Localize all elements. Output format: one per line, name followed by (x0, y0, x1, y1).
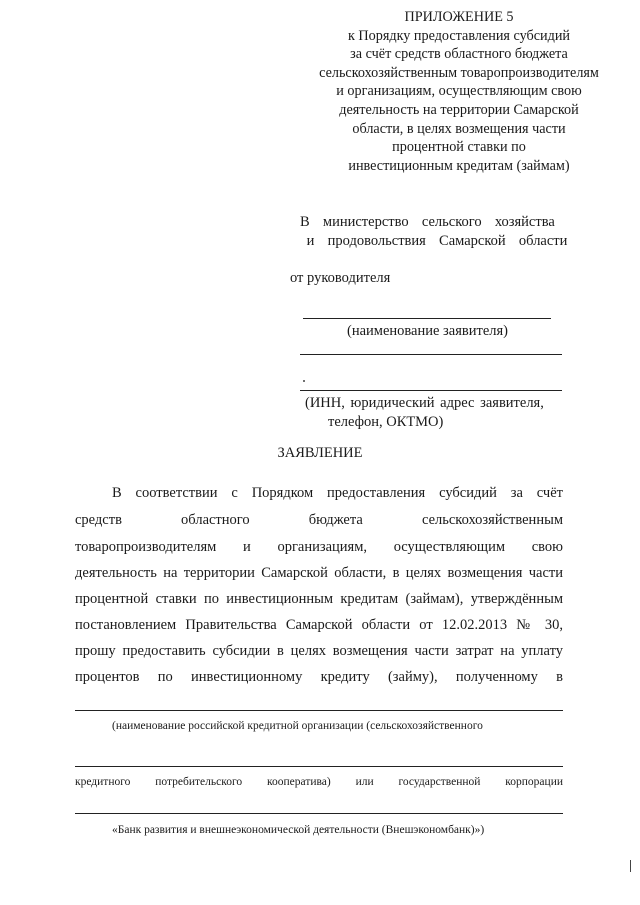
inn-line (300, 390, 562, 391)
applicant-name-line (303, 318, 551, 319)
appendix-title: ПРИЛОЖЕНИЕ 5 (404, 9, 514, 25)
appendix-line: процентной ставки по (392, 139, 526, 156)
bank-name-line (75, 813, 563, 814)
addressee (300, 213, 567, 251)
body-line: деятельность на территории Самарской области, в целях возмещения части (75, 565, 563, 581)
appendix-line: инвестиционным кредитам (займам) (348, 157, 570, 174)
body-line: постановлением Правительства Самарской области от 12.02.2013 № 30, (75, 617, 563, 633)
body-line: процентов по инвестиционному кредиту (займу), полученному в (75, 669, 563, 685)
bank-caption-line: (наименование российской кредитной организации (сельскохозяйственного (112, 720, 483, 732)
body-line: прошу предоставить субсидии в целях возмещения части затрат на уплату (75, 643, 563, 659)
appendix-line: и организациям, осуществляющим свою (336, 83, 582, 100)
addressee-line: В министерство сельского хозяйства (300, 214, 555, 230)
appendix-line: за счёт средств областного бюджета (350, 46, 568, 63)
scan-speck (303, 380, 305, 382)
appendix-header (300, 8, 618, 175)
from-label: от руководителя (290, 270, 391, 286)
appendix-line: сельскохозяйственным товаропроизводителям (319, 64, 599, 81)
inn-caption-line: телефон, ОКТМО) (328, 414, 444, 430)
appendix-line: к Порядку предоставления субсидий (347, 27, 571, 44)
body-line: процентной ставки по инвестиционным кредитам (займам), утверждённым (75, 591, 563, 607)
body-line: В соответствии с Порядком предоставления субсидий за счёт (112, 485, 563, 501)
body-line: товаропроизводителям и организациям, осуществляющим свою (75, 539, 563, 555)
applicant-caption: (наименование заявителя) (346, 323, 509, 339)
scan-edge-mark (630, 860, 631, 872)
bank-name-line (75, 766, 563, 767)
bank-caption-line: «Банк развития и внешнеэкономической деятельности (Внешэкономбанк)») (112, 824, 485, 836)
bank-caption-line: кредитного потребительского кооператива) или государственной корпорации (75, 776, 563, 788)
addressee-line: и продовольствия Самарской области (300, 233, 568, 249)
inn-caption-line: (ИНН, юридический адрес заявителя, (305, 395, 544, 411)
appendix-line: области, в целях возмещения части (352, 120, 566, 137)
body-line: средств областного бюджета сельскохозяйственным (75, 512, 563, 528)
bank-name-line (75, 710, 563, 711)
document-title: ЗАЯВЛЕНИЕ (277, 445, 363, 461)
applicant-extra-line (300, 354, 562, 355)
appendix-line: деятельность на территории Самарской (339, 101, 579, 118)
